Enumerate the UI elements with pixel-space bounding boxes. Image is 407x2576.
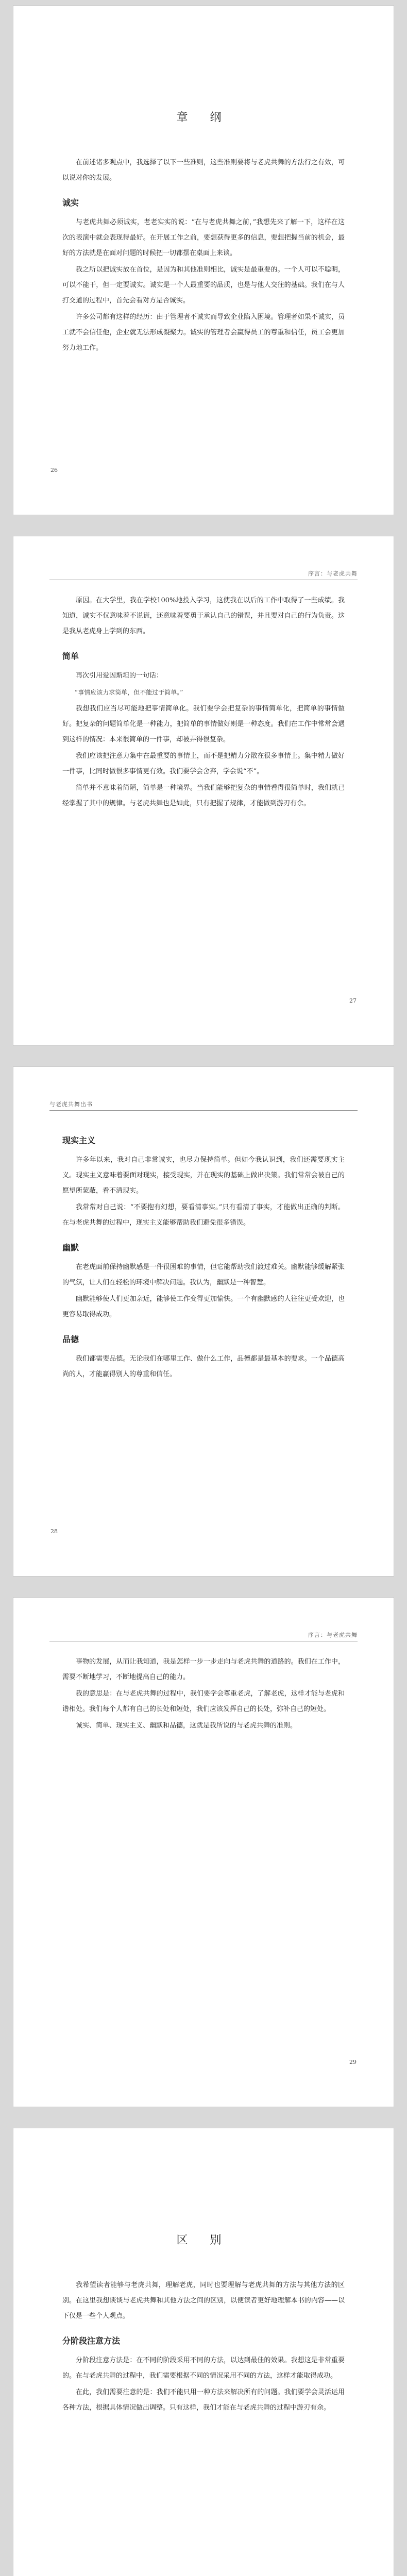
paragraph: 再次引用爱因斯坦的一句话： xyxy=(76,672,163,680)
paragraph: 幽默能够使人们更加亲近，能够使工作变得更加愉快。一个有幽默感的人往往更受欢迎，也更容易取得成功。 xyxy=(62,1295,345,1318)
paragraph: 事物的发展，从而让我知道，我是怎样一步一步走向与老虎共舞的道路的。我们在工作中，需要不断地学习，不断地提高自己的能力。 xyxy=(62,1658,345,1681)
paragraph: 许多年以来，我对自己非常诚实，也尽力保持简单。但如今我认识到，我们还需要现实主义。现实主义意味着要面对现实，接受现实，并在现实的基础上做出决策。我们常常会被自己的愿望所蒙蔽，看不清现实。 xyxy=(62,1156,345,1195)
paragraph: 我们应该把注意力集中在最重要的事情上，而不是把精力分散在很多事情上。集中精力做好一件事，比同时做很多事情更有效。我们要学会舍弃，学会说“不”。 xyxy=(62,752,345,775)
paragraph: 我想我们应当尽可能地把事情简单化。我们要学会把复杂的事情简单化，把简单的事情做好。把复杂的问题简单化是一种能力，把简单的事情做好则是一种态度。我们在工作中常常会遇到这样的情况：本来很简单的一件事，却被弄得很复杂。 xyxy=(62,705,345,743)
paragraph: 许多公司都有这样的经历：由于管理者不诚实而导致企业陷入困境。管理者如果不诚实，员工就不会信任他，企业就无法形成凝聚力。诚实的管理者会赢得员工的尊重和信任，员工会更加努力地工作。 xyxy=(62,313,345,352)
chapter-title: 区 别 xyxy=(176,2234,231,2247)
page-body xyxy=(62,2278,345,2417)
page-28 xyxy=(13,1066,394,1577)
paragraph: 我常常对自己说：“不要抱有幻想，要看清事实。”只有看清了事实，才能做出正确的判断。在与老虎共舞的过程中，现实主义能够帮助我们避免很多错误。 xyxy=(62,1204,345,1227)
running-header: 与老虎共舞出书 xyxy=(49,1101,93,1108)
page-number: 28 xyxy=(50,1528,58,1535)
paragraph: 原因。在大学里，我在学校100%地投入学习，这使我在以后的工作中取得了一些成绩。我知道，诚实不仅意味着不说谎，还意味着要勇于承认自己的错误，并且要对自己的行为负责。这是我从老虎身上学到的东西。 xyxy=(62,597,345,635)
paragraph: 与老虎共舞必须诚实，老老实实的说：“在与老虎共舞之前，”我想先来了解一下，这样在这次的表演中就会表现得最好。在开展工作之前，要想获得更多的信息，要想把握当前的机会，最好的方法就是在面对问题的时候把一切都摆在桌面上来谈。 xyxy=(62,218,345,257)
page-body xyxy=(62,155,345,357)
page-number: 29 xyxy=(349,2059,357,2065)
page-26 xyxy=(13,5,394,515)
paragraph: 我之所以把诚实放在首位，是因为和其他准则相比，诚实是最重要的。一个人可以不聪明，可以不能干，但一定要诚实。诚实是一个人最重要的品质，也是与他人交往的基础。我们在与人打交道的过程中，首先会看对方是否诚实。 xyxy=(62,266,345,304)
paragraph: 分阶段注意方法是：在不同的阶段采用不同的方法，以达到最佳的效果。我想这是非常重要的。在与老虎共舞的过程中，我们需要根据不同的情况采用不同的方法，这样才能取得成功。 xyxy=(62,2357,345,2380)
paragraph: 在此，我们需要注意的是：我们不能只用一种方法来解决所有的问题。我们要学会灵活运用各种方法，根据具体情况做出调整。只有这样，我们才能在与老虎共舞的过程中游刃有余。 xyxy=(62,2388,345,2412)
paragraph: 诚实、简单、现实主义、幽默和品德，这就是我所说的与老虎共舞的准则。 xyxy=(76,1722,297,1730)
quote: “事情应该力求简单，但不能过于简单。” xyxy=(75,689,183,696)
page-body xyxy=(62,1654,345,1735)
section-heading: 现实主义 xyxy=(62,1136,96,1145)
paragraph: 在前述诸多观点中，我选择了以下一些准则，这些准则要将与老虎共舞的方法行之有效，可以说对你的发展。 xyxy=(62,159,345,182)
section-heading: 分阶段注意方法 xyxy=(62,2336,121,2346)
page-number: 26 xyxy=(50,467,58,473)
running-header: 序言：与老虎共舞 xyxy=(308,570,358,577)
page-29 xyxy=(13,1597,394,2107)
page-body xyxy=(62,1124,345,1383)
page-number: 27 xyxy=(349,997,357,1004)
paragraph: 我们都需要品德。无论我们在哪里工作、做什么工作，品德都是最基本的要求。一个品德高尚的人，才能赢得别人的尊重和信任。 xyxy=(62,1355,345,1378)
page-30 xyxy=(13,2128,394,2576)
section-heading: 诚实 xyxy=(62,198,79,208)
paragraph: 简单并不意味着简陋，简单是一种境界。当我们能够把复杂的事情看得很简单时，我们就已经掌握了其中的规律。与老虎共舞也是如此，只有把握了规律，才能做到游刃有余。 xyxy=(62,784,345,807)
section-heading: 幽默 xyxy=(62,1243,79,1252)
paragraph: 在老虎面前保持幽默感是一件很困难的事情，但它能帮助我们渡过难关。幽默能够缓解紧张的气氛，让人们在轻松的环境中解决问题。我认为，幽默是一种智慧。 xyxy=(62,1263,345,1286)
chapter-title: 章 纲 xyxy=(176,111,231,124)
paragraph: 我希望读者能够与老虎共舞，理解老虎，同时也要理解与老虎共舞的方法与其他方法的区别。在这里我想谈谈与老虎共舞和其他方法之间的区别，以便读者更好地理解本书的内容——以下仅是一些个人观点。 xyxy=(62,2281,345,2320)
section-heading: 品德 xyxy=(62,1334,79,1344)
page-27 xyxy=(13,536,394,1046)
page-body xyxy=(62,593,345,812)
running-header: 序言：与老虎共舞 xyxy=(308,1632,358,1638)
header-rule xyxy=(49,1110,358,1111)
paragraph: 我的意思是：在与老虎共舞的过程中，我们要学会尊重老虎，了解老虎，这样才能与老虎和谐相处。我们每个人都有自己的长处和短处，我们应该发挥自己的长处，弥补自己的短处。 xyxy=(62,1690,345,1713)
section-heading: 简单 xyxy=(62,651,79,661)
